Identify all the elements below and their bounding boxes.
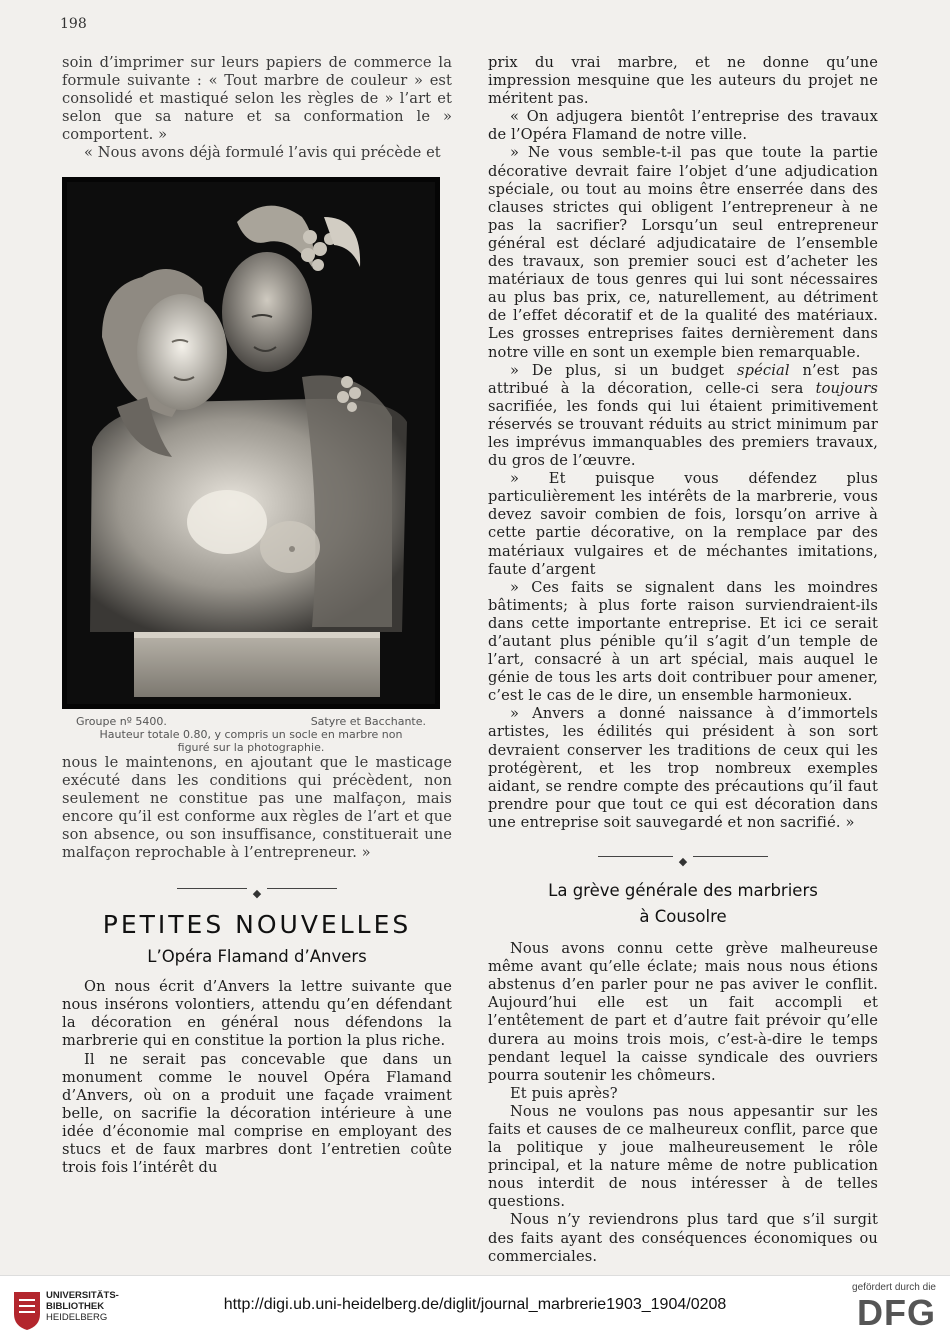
section-divider (598, 850, 768, 869)
paragraph: » Ces faits se signalent dans les moindres bâtiments; à plus forte raison surviendraient-ils dans cette importante entreprise. Et ici ce serait d’autant plus pénible qu’il s’agit d’un temple de l’art, consacré à un art spécial, mais auquel le génie de tous les arts doit contribuer pour amener, c’est le cas de le dire, un ensemble harmonieux. (488, 578, 878, 705)
paragraph: Nous ne voulons pas nous appesantir sur les faits et causes de ce malheureux conflit, parce que la politique y joue malheureusement le rôle principal, et la nature même de notre publication nous interdit de nous intéresser à de telles questions. (488, 1102, 878, 1211)
paragraph: » Ne vous semble-t-il pas que toute la partie décorative devrait faire l’objet d’une adjudication spéciale, ou tout au moins être enserrée dans des clauses strictes qui obligent l’entrepreneur à ne pas la sacrifier? Lorsqu’un seul entrepreneur général est déclaré adjudicataire de l’ensemble des travaux, son premier souci est d’acheter les matériaux de tous genres qui lui sont nécessaires au plus bas prix, ce, naturellement, au détriment de l’effet décoratif et de la qualité des matériaux. Les grosses entreprises faites dernièrement dans notre ville en sont un exemple bien remarquable. (488, 144, 878, 361)
figure-caption (62, 715, 440, 754)
section-divider (177, 882, 337, 901)
paragraph: Nous avons connu cette grève malheureuse même avant qu’elle éclate; mais nous nous étions abstenus d’en parler pour ne pas aviver le conflit. Aujourd’hui elle est un fait accompli et l’entêtement de part et d’autre fait prévoir qu’elle durera au moins trois mois, c’est-à-dire le temps pendant lequel la caisse syndicale des ouvriers pourra soutenir les chômeurs. (488, 940, 878, 1084)
ornament-icon: ◆ (673, 855, 693, 869)
paragraph: Et puis après? (510, 1084, 618, 1102)
paragraph: nous le maintenons, en ajoutant que le masticage exécuté dans les conditions qui précèdent, non seulement ne constitue pas une malfaçon, mais encore qu’il est conforme aux règles de l’art et que son absence, ou son insuffisance, constituerait une malfaçon reprochable à l’entrepreneur. » (62, 753, 452, 862)
page-number: 198 (60, 16, 87, 32)
caption-title: Satyre et Bacchante. (310, 714, 426, 728)
paragraph: » De plus, si un budget spécial n’est pas attribué à la décoration, celle-ci sera toujours sacrifiée, les fonds qui lui étaient primitivement réservés se trouvant réduits au strict minimum par les imprévus immanquables des premiers travaux, du gros de l’œuvre. (488, 361, 878, 470)
right-column (488, 54, 878, 1266)
viewer-footer (0, 1275, 950, 1343)
paragraph: » Anvers a donné naissance à d’immortels artistes, les édilités qui président à son sort devraient conserver les traditions de ceux qui les protégèrent, et les trop nombreux exemples aidant, se rendre compte des précautions qu’il faut prendre pour que tout ce qui est décoration dans une entreprise soit sauvegardé et non sacrifié. » (488, 705, 878, 831)
emphasis: toujours (815, 379, 878, 397)
caption-dimensions: Hauteur totale 0.80, y compris un socle en marbre non (99, 727, 403, 741)
ornament-icon: ◆ (247, 887, 267, 901)
left-column (62, 54, 452, 1177)
section-subtitle: L’Opéra Flamand d’Anvers (147, 947, 367, 967)
section-title: PETITES NOUVELLES (102, 910, 412, 940)
article-title-line1: La grève générale des marbriers (548, 881, 818, 901)
caption-group-number: Groupe nº 5400. (76, 714, 167, 728)
paragraph: « Nous avons déjà formulé l’avis qui précède et (84, 144, 441, 162)
university-library-label[interactable]: UNIVERSITÄTS- BIBLIOTHEK HEIDELBERG (46, 1290, 119, 1323)
sculpture-photograph (62, 177, 440, 709)
paragraph: On nous écrit d’Anvers la lettre suivante que nous insérons volontiers, attendu qu’en défendant la décoration en général nous défendons la marbrerie qui en constitue la portion la plus riche. (62, 978, 452, 1050)
permalink-url[interactable]: http://digi.ub.uni-heidelberg.de/diglit/journal_marbrerie1903_1904/0208 (223, 1296, 727, 1313)
paragraph: Nous n’y reviendrons plus tard que s’il surgit des faits ayant des conséquences économiques ou commerciales. (488, 1211, 878, 1265)
sculpture-image-icon (62, 177, 440, 709)
caption-note: figuré sur la photographie. (177, 740, 325, 754)
article-title (488, 878, 878, 930)
emphasis: spécial (736, 361, 790, 379)
article-title-line2: à Cousolre (639, 907, 727, 927)
paragraph: « On adjugera bientôt l’entreprise des travaux de l’Opéra Flamand de notre ville. (488, 108, 878, 144)
paragraph: soin d’imprimer sur leurs papiers de commerce la formule suivante : « Tout marbre de couleur » est consolidé et mastiqué selon les règles de » l’art et selon que sa nature et sa conformation le » comportent. » (62, 54, 452, 144)
dfg-logo[interactable]: gefördert durch die DFG (852, 1282, 936, 1333)
paragraph: » Et puisque vous défendez plus particulièrement les intérêts de la marbrerie, vous devez savoir combien de fois, lorsqu’on arrive à cette partie décorative, on la remplace par des matériaux vulgaires et de méchantes imitations, faute d’argent (488, 470, 878, 578)
paragraph: Il ne serait pas concevable que dans un monument comme le nouvel Opéra Flamand d’Anvers, où on a produit une façade vraiment belle, on sacrifie la décoration intérieure à une idée d’économie mal comprise en employant des stucs et de faux marbres dont l’entretien coûte trois fois l’intérêt du (62, 1050, 452, 1177)
paragraph: prix du vrai marbre, et ne donne qu’une impression mesquine que les auteurs du projet ne méritent pas. (488, 54, 878, 108)
